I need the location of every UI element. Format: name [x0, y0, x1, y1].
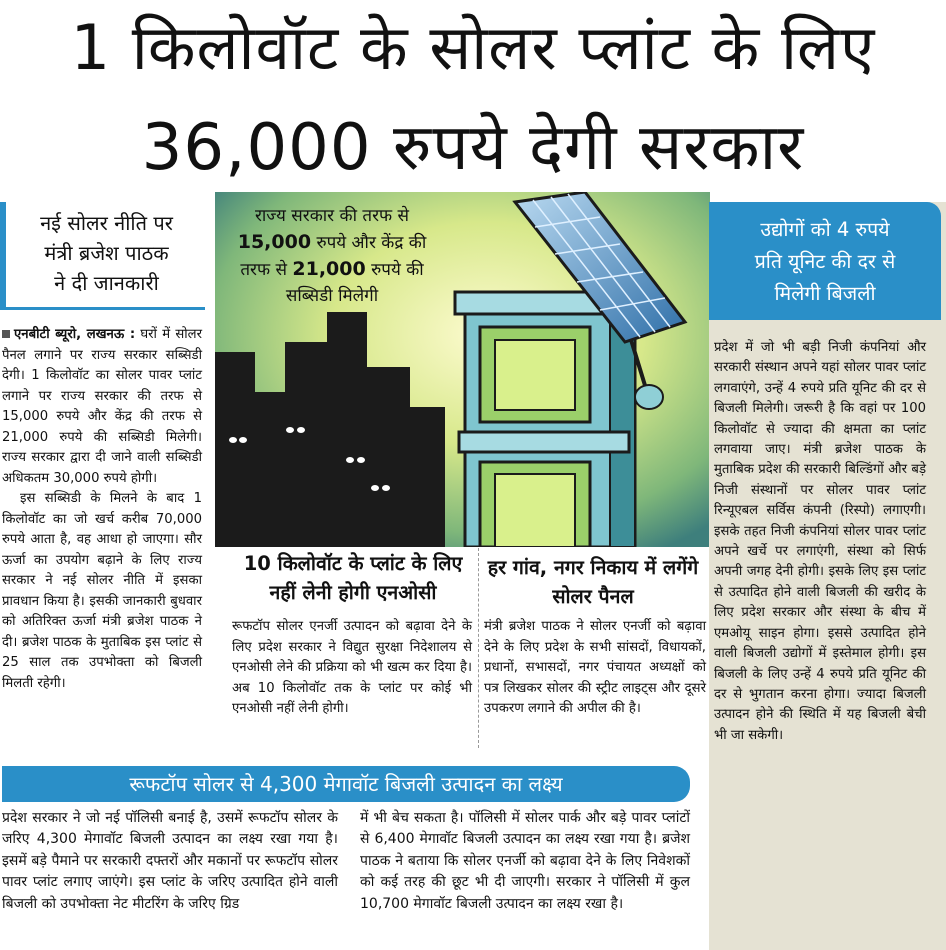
subhead-underline: [6, 307, 205, 310]
illustration-caption: [232, 203, 432, 309]
left-article: [2, 325, 202, 694]
right-body-text: प्रदेश में जो भी बड़ी निजी कंपनियां और सरकारी संस्थान अपने यहां सोलर पावर प्लांट लगवाएंगे, उन्हें 4 रुपये प्रति यूनिट की दर से बिजली मिलेगी। जरूरी है कि वहां पर 100 किलोवॉट से ज्यादा की क्षमता का प्लांट लगवाया जाए। मंत्री ब्रजेश पाठक के मुताबिक प्रदेश की सरकारी बिल्डिंगों और बड़े निजी संस्थानों पर सोलर पावर प्लांट रिन्यूएबल सर्विस कंपनी (रिस्पो) लगाएगी। इसके तहत निजी कंपनियां सोलर पावर प्लांट अपने खर्चे पर लगाएंगी, संस्था को सिर्फ अपनी जगह देनी होगी। इसके लिए इस प्लांट से उत्पादित होने वाली बिजली की खरीद के लिए प्रदेश सरकार और संस्था के बीच में एमओयू साइन होगा। इससे उत्पादित होने वाली बिजली उद्योगों में इस्तेमाल होगी। इस बिजली के लिए उन्हें 4 रुपये प्रति यूनिट की दर से भुगतान करना होगा। ज्यादा बिजली उत्पादन होने की स्थिति में यह बिजली बेची भी जा सकेगी।: [714, 340, 926, 743]
column-divider: [478, 548, 479, 748]
bottom-right-text: में भी बेच सकता है। पॉलिसी में सोलर पार्क और बड़े पावर प्लांटों से 6,400 मेगावॉट बिजली उत्पादन का लक्ष्य रखा गया है। ब्रजेश पाठक ने बताया कि सोलर एनर्जी को बढ़ावा देने के लिए निवेशकों को कई तरह की छूट भी दी जाएगी। सरकार ने पॉलिसी में कुल 10,700 मेगावॉट बिजली उत्पादन का लक्ष्य रखा है।: [360, 810, 690, 912]
caption-amount-1: 15,000: [237, 231, 312, 253]
mid2-body: मंत्री ब्रजेश पाठक ने सोलर एनर्जी को बढ़ावा देने के लिए प्रदेश के सभी सांसदों, विधायकों, प्रधानों, सभासदों, नगर पंचायत अध्यक्षों को पत्र लिखकर सोलर की स्ट्रीट लाइट्स और दूसरे उपकरण लगाने की अपील की है।: [484, 619, 706, 716]
right-heading-line: मिलेगी बिजली: [774, 282, 876, 305]
headline-line-2: 36,000 रुपये देगी सरकार: [141, 111, 805, 185]
caption-part-3: रुपये की सब्सिडी मिलेगी: [285, 260, 424, 306]
subhead-box: [0, 202, 205, 310]
caption-part-1: राज्य सरकार की तरफ से: [254, 206, 410, 226]
subhead: [14, 208, 199, 298]
subhead-line: ने दी जानकारी: [54, 271, 159, 295]
headline-line-1: 1 किलोवॉट के सोलर प्लांट के लिए: [70, 11, 876, 84]
caption-part-2: रुपये और केंद्र की तरफ से: [240, 233, 427, 280]
subhead-line: नई सोलर नीति पर: [40, 211, 173, 235]
caption-amount-2: 21,000: [292, 258, 366, 280]
bottom-banner-text: रूफटॉप सोलर से 4,300 मेगावॉट बिजली उत्पादन का लक्ष्य: [129, 772, 563, 796]
right-heading-line: उद्योगों को 4 रुपये: [760, 218, 890, 241]
subhead-line: मंत्री ब्रजेश पाठक: [44, 241, 169, 265]
dateline: एनबीटी ब्यूरो, लखनऊ :: [14, 327, 136, 342]
bottom-left-text: प्रदेश सरकार ने जो नई पॉलिसी बनाई है, उसमें रूफटॉप सोलर के जरिए 4,300 मेगावॉट बिजली उत्पादन का लक्ष्य रखा गया है। इसमें बड़े पैमाने पर सरकारी दफ्तरों और मकानों पर रूफटॉप सोलर पावर प्लांट लगाए जाएंगे। इस प्लांट के जरिए उत्पादित होने वाली बिजली को उपभोक्ता नेट मीटरिंग के जरिए ग्रिड: [2, 810, 338, 912]
right-heading-line: प्रति यूनिट की दर से: [754, 250, 896, 273]
right-heading: [712, 214, 938, 310]
building: [455, 292, 635, 547]
mid1-heading: 10 किलोवॉट के प्लांट के लिए नहीं लेनी होगी एनओसी: [243, 552, 463, 604]
left-para-1-text: घरों में सोलर पैनल लगाने पर राज्य सरकार सब्सिडी देगी। 1 किलोवॉट का सोलर पावर प्लांट लगाने पर राज्य सरकार की तरफ से 15,000 रुपये और केंद्र की तरफ से 21,000 रुपये की सब्सिडी मिलेगी। राज्य सरकार द्वारा दी जाने वाली सब्सिडी अधिकतम 30,000 रुपये होगी।: [2, 327, 202, 486]
bullet-square-icon: [2, 330, 10, 338]
left-para-2: इस सब्सिडी के मिलने के बाद 1 किलोवॉट का जो खर्च करीब 70,000 रुपये आता है, वह आधा हो जाएगा। सौर ऊर्जा का उपयोग बढ़ाने के लिए राज्य सरकार ने नई सोलर नीति में इसका प्रावधान किया है। इसकी जानकारी बुधवार को अतिरिक्त ऊर्जा मंत्री ब्रजेश पाठक ने दी। ब्रजेश पाठक के मुताबिक इस प्लांट से 25 साल तक उपभोक्ता को बिजली मिलती रहेगी।: [2, 491, 202, 691]
left-para-1: [2, 325, 202, 489]
subhead-accent-bar: [0, 202, 6, 310]
mid2-heading: हर गांव, नगर निकाय में लगेंगे सोलर पैनल: [487, 556, 699, 608]
mid1-body: रूफटॉप सोलर एनर्जी उत्पादन को बढ़ावा देने के लिए प्रदेश सरकार ने विद्युत सुरक्षा निदेशालय से एनओसी लेने की प्रक्रिया को भी खत्म कर दिया है। अब 10 किलोवॉट तक के प्लांट पर कोई भी एनओसी नहीं लेनी होगी।: [232, 619, 472, 716]
